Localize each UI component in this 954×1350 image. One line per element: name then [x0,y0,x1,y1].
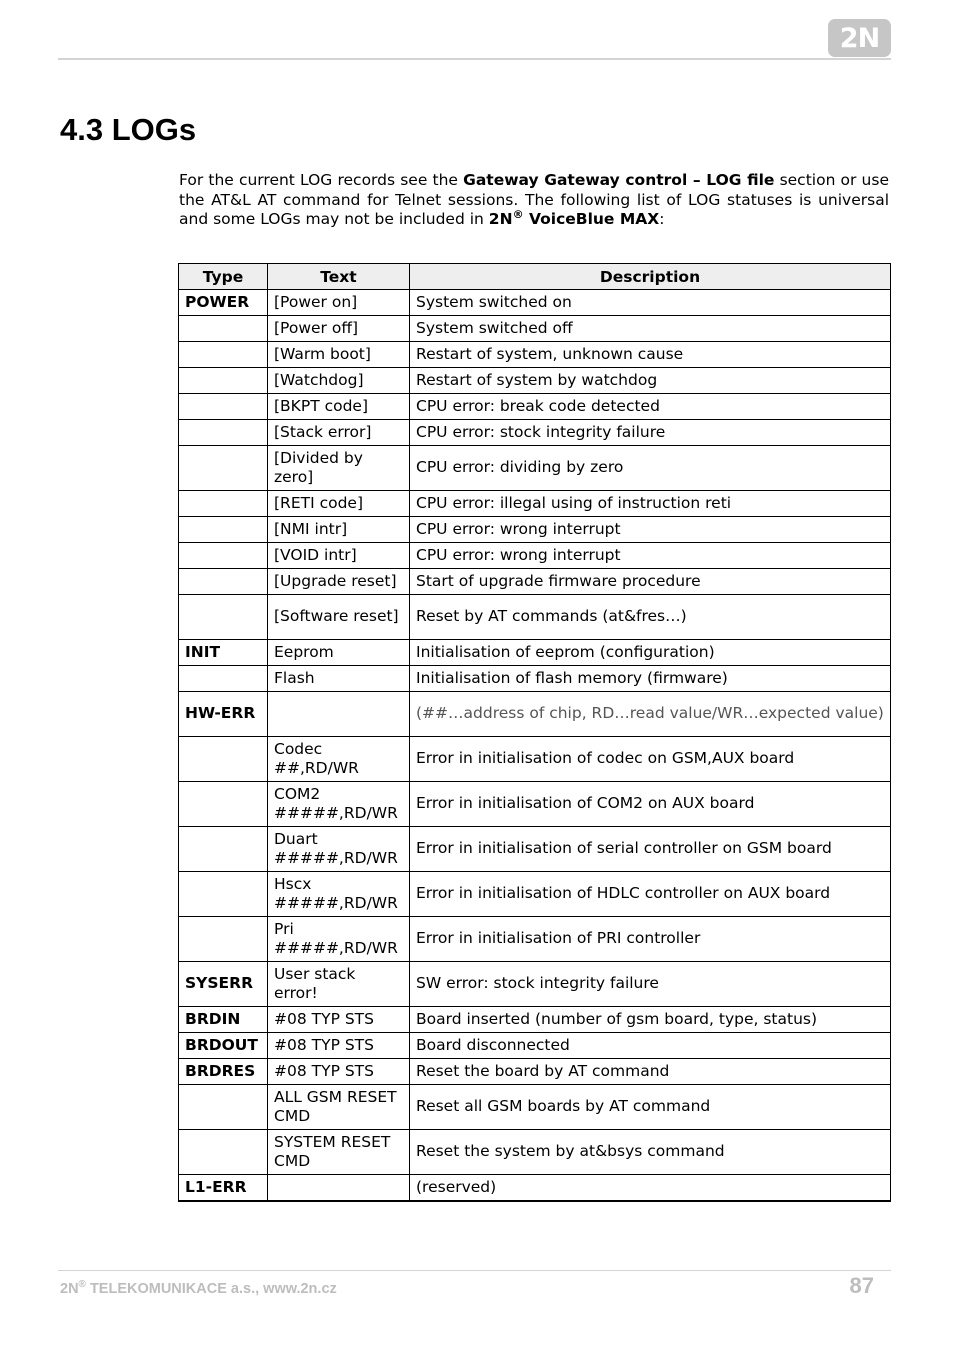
cell-type [179,517,268,543]
table-row [179,827,891,872]
cell-description: Initialisation of eeprom (configuration) [410,640,891,666]
cell-description: Reset the system by at&bsys command [410,1130,891,1175]
cell-text: [Watchdog] [268,368,410,394]
footer-registered-mark: ® [78,1279,86,1290]
cell-type [179,316,268,342]
cell-text: SYSTEM RESET CMD [268,1130,410,1175]
cell-text: [Power on] [268,290,410,316]
table-row [179,394,891,420]
cell-type [179,446,268,491]
cell-description: System switched off [410,316,891,342]
table-row [179,872,891,917]
intro-text-3: : [659,210,665,228]
table-row [179,1085,891,1130]
table-row [179,1059,891,1085]
table-row [179,491,891,517]
cell-text: [Stack error] [268,420,410,446]
cell-text: #08 TYP STS [268,1033,410,1059]
log-status-table [178,263,891,1202]
cell-text: [RETI code] [268,491,410,517]
cell-type [179,917,268,962]
cell-type: BRDOUT [179,1033,268,1059]
cell-description: Error in initialisation of serial controller on GSM board [410,827,891,872]
column-header-type: Type [179,264,268,290]
column-header-text: Text [268,264,410,290]
cell-text: #08 TYP STS [268,1059,410,1085]
cell-type [179,491,268,517]
cell-text: #08 TYP STS [268,1007,410,1033]
table-header-row [179,264,891,290]
cell-description: Initialisation of flash memory (firmware) [410,666,891,692]
footer-company-text: TELEKOMUNIKACE a.s., www.2n.cz [85,1280,337,1297]
cell-type [179,1130,268,1175]
table-row [179,543,891,569]
cell-description: Board inserted (number of gsm board, type, status) [410,1007,891,1033]
table-row [179,595,891,640]
cell-type [179,420,268,446]
table-row [179,517,891,543]
cell-description: CPU error: wrong interrupt [410,543,891,569]
cell-text: Hscx #####,RD/WR [268,872,410,917]
table-body [179,290,891,1202]
header-rule [58,58,891,60]
registered-mark: ® [512,207,524,221]
table-row [179,640,891,666]
cell-type [179,342,268,368]
cell-text: Eeprom [268,640,410,666]
cell-text: Pri #####,RD/WR [268,917,410,962]
cell-text: [Power off] [268,316,410,342]
cell-type [179,368,268,394]
intro-text-1: For the current LOG records see the [179,171,464,189]
cell-description: Error in initialisation of PRI controller [410,917,891,962]
table-row [179,917,891,962]
cell-description: CPU error: illegal using of instruction reti [410,491,891,517]
intro-brand-2n: 2N [488,210,513,228]
cell-description: Start of upgrade firmware procedure [410,569,891,595]
section-title: 4.3 LOGs [60,112,197,147]
footer-2n: 2N [60,1280,79,1297]
cell-text: [Warm boot] [268,342,410,368]
cell-type [179,595,268,640]
cell-type [179,872,268,917]
cell-text: ALL GSM RESET CMD [268,1085,410,1130]
intro-brand [488,207,660,228]
cell-type [179,782,268,827]
table-row [179,1175,891,1202]
cell-type [179,666,268,692]
brand-logo: 2N [828,19,891,57]
table-row [179,569,891,595]
cell-description: CPU error: wrong interrupt [410,517,891,543]
cell-type: HW-ERR [179,692,268,737]
cell-description: Reset all GSM boards by AT command [410,1085,891,1130]
cell-description: (##…address of chip, RD…read value/WR…expected value) [410,692,891,737]
cell-type [179,1085,268,1130]
table-row [179,342,891,368]
cell-text: Codec ##,RD/WR [268,737,410,782]
cell-text: Flash [268,666,410,692]
table-row [179,737,891,782]
cell-type [179,827,268,872]
cell-type [179,569,268,595]
cell-type: INIT [179,640,268,666]
cell-text: [NMI intr] [268,517,410,543]
table-row [179,446,891,491]
cell-type [179,737,268,782]
table-row [179,1007,891,1033]
table-row [179,692,891,737]
page-number: 87 [849,1273,874,1298]
cell-description: System switched on [410,290,891,316]
cell-text: Duart #####,RD/WR [268,827,410,872]
footer-rule [58,1270,891,1271]
cell-description: CPU error: stock integrity failure [410,420,891,446]
cell-description: Error in initialisation of HDLC controller on AUX board [410,872,891,917]
intro-brand-product: VoiceBlue MAX [523,210,660,228]
cell-description: CPU error: break code detected [410,394,891,420]
cell-type: L1-ERR [179,1175,268,1202]
cell-description: Board disconnected [410,1033,891,1059]
table-row [179,1033,891,1059]
cell-description: Restart of system, unknown cause [410,342,891,368]
cell-description: Reset by AT commands (at&fres…) [410,595,891,640]
table-row [179,1130,891,1175]
cell-description: SW error: stock integrity failure [410,962,891,1007]
cell-text [268,692,410,737]
cell-description: CPU error: dividing by zero [410,446,891,491]
footer-company [60,1279,337,1297]
table-row [179,666,891,692]
cell-description: Reset the board by AT command [410,1059,891,1085]
cell-text: [Software reset] [268,595,410,640]
table-row [179,782,891,827]
cell-type: POWER [179,290,268,316]
table-row [179,316,891,342]
table-row [179,368,891,394]
intro-gateway-link-text: Gateway Gateway control – LOG file [463,171,775,189]
cell-text: COM2 #####,RD/WR [268,782,410,827]
table-row [179,290,891,316]
table-row [179,962,891,1007]
cell-description: Error in initialisation of COM2 on AUX board [410,782,891,827]
cell-text: [Divided by zero] [268,446,410,491]
cell-text [268,1175,410,1202]
intro-text-2: section or use the AT&L AT command for Telnet sessions. The following list of LOG statuses is universal and some LOGs may not be included in [179,171,889,228]
cell-type: BRDIN [179,1007,268,1033]
cell-description: Error in initialisation of codec on GSM,AUX board [410,737,891,782]
cell-description: Restart of system by watchdog [410,368,891,394]
column-header-description: Description [410,264,891,290]
cell-type [179,543,268,569]
table-row [179,420,891,446]
intro-paragraph [179,171,889,230]
cell-type [179,394,268,420]
cell-type: SYSERR [179,962,268,1007]
cell-text: [BKPT code] [268,394,410,420]
cell-text: User stack error! [268,962,410,1007]
cell-description: (reserved) [410,1175,891,1202]
cell-text: [Upgrade reset] [268,569,410,595]
cell-type: BRDRES [179,1059,268,1085]
cell-text: [VOID intr] [268,543,410,569]
